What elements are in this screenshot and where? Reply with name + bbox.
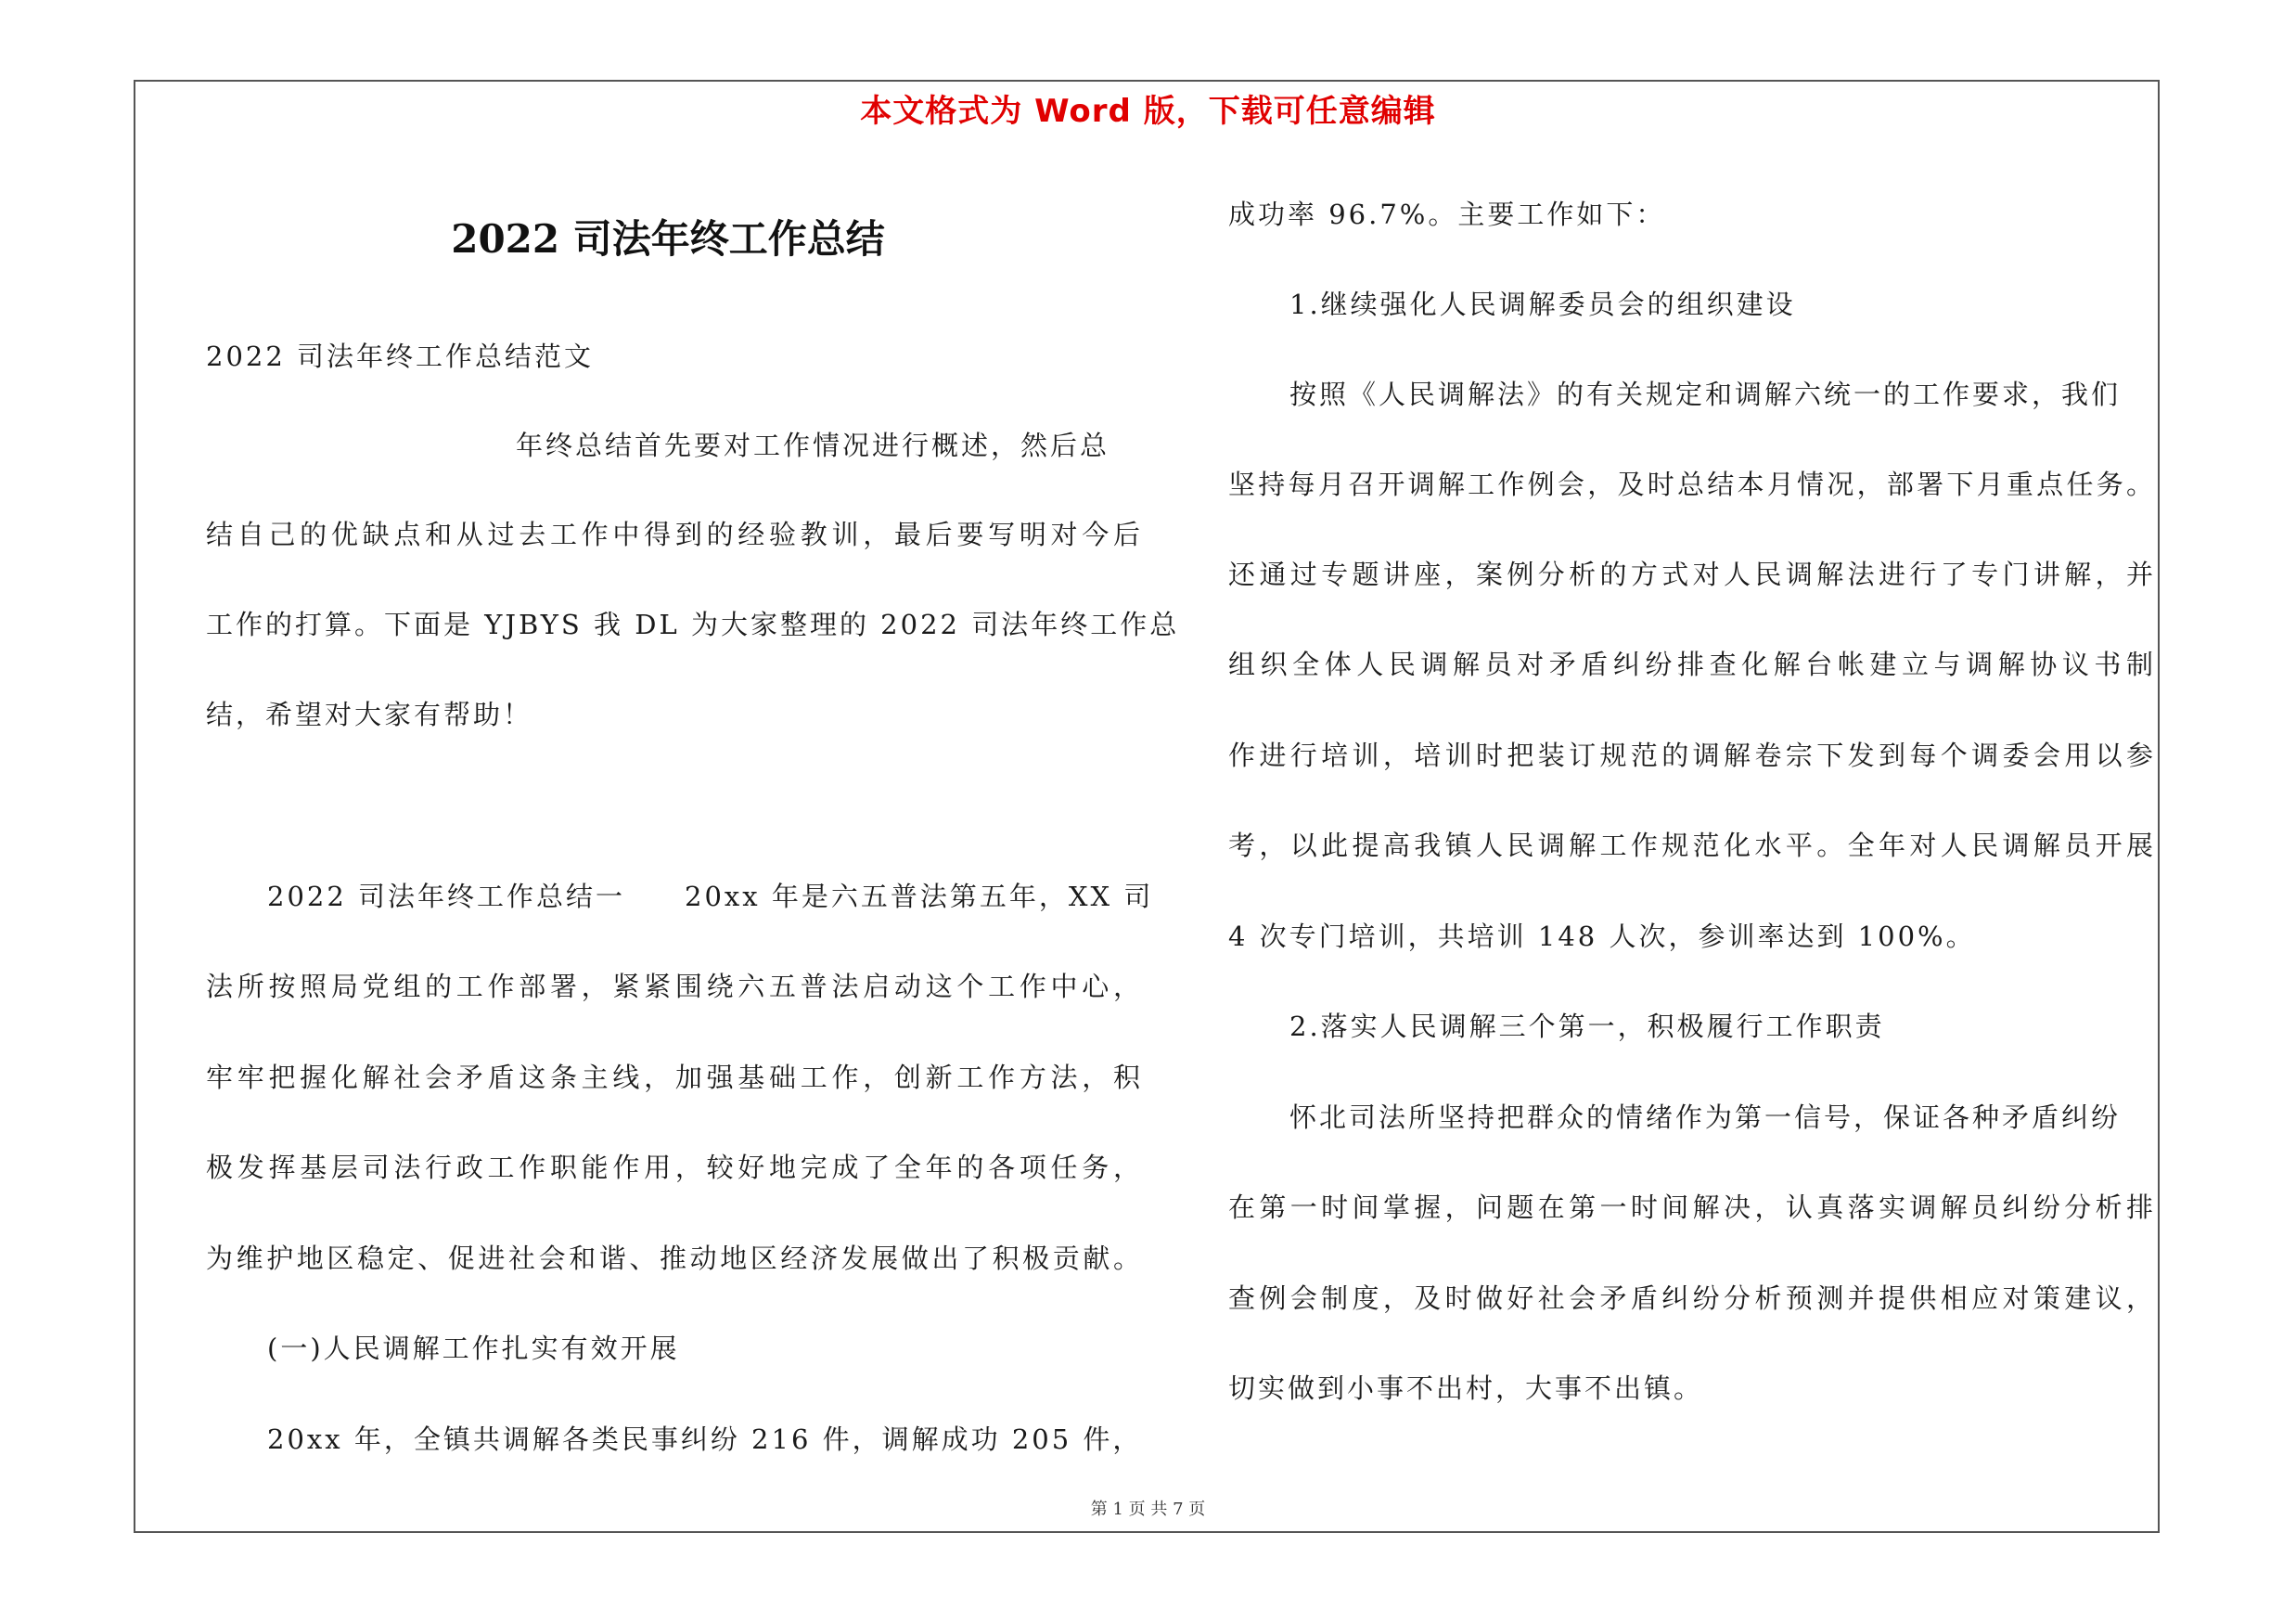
paragraph-line: 结自己的优缺点和从过去工作中得到的经验教训，最后要写明对今后 [206, 519, 1143, 550]
paragraph-line: 工作的打算。下面是 YJBYS 我 DL 为大家整理的 2022 司法年终工作总 [206, 609, 1180, 640]
paragraph-line: 年终总结首先要对工作情况进行概述，然后总 [516, 430, 1110, 461]
paragraph-line: 极发挥基层司法行政工作职能作用，较好地完成了全年的各项任务， [206, 1152, 1143, 1183]
paragraph-line: 法所按照局党组的工作部署，紧紧围绕六五普法启动这个工作中心， [206, 971, 1143, 1002]
paragraph-line: 4 次专门培训，共培训 148 人次，参训率达到 100%。 [1228, 921, 1976, 952]
paragraph-line: 组织全体人民调解员对矛盾纠纷排查化解台帐建立与调解协议书制 [1228, 649, 2156, 680]
page-number-footer: 第 1 页 共 7 页 [1090, 1500, 1206, 1519]
paragraph-line: 在第一时间掌握，问题在第一时间解决，认真落实调解员纠纷分析排 [1228, 1191, 2156, 1223]
paragraph-line: 坚持每月召开调解工作例会，及时总结本月情况，部署下月重点任务。 [1228, 469, 2156, 500]
paragraph-line: 20xx 年，全镇共调解各类民事纠纷 216 件，调解成功 205 件， [267, 1423, 1143, 1455]
format-banner: 本文格式为 Word 版，下载可任意编辑 [860, 93, 1436, 130]
paragraph-line: 还通过专题讲座，案例分析的方式对人民调解法进行了专门讲解，并 [1228, 559, 2156, 590]
paragraph-line: 作进行培训，培训时把装订规范的调解卷宗下发到每个调委会用以参 [1228, 740, 2156, 771]
paragraph-line: 为维护地区稳定、促进社会和谐、推动地区经济发展做出了积极贡献。 [206, 1243, 1143, 1274]
paragraph-line: 查例会制度，及时做好社会矛盾纠纷分析预测并提供相应对策建议， [1228, 1282, 2156, 1314]
paragraph-line: 怀北司法所坚持把群众的情绪作为第一信号，保证各种矛盾纠纷 [1289, 1101, 2122, 1133]
paragraph-line: 牢牢把握化解社会矛盾这条主线，加强基础工作，创新工作方法，积 [206, 1062, 1143, 1093]
section-heading: (一)人民调解工作扎实有效开展 [267, 1333, 680, 1364]
document-title: 2022 司法年终工作总结 [451, 216, 885, 262]
paragraph-line: 切实做到小事不出村，大事不出镇。 [1228, 1372, 1704, 1404]
paragraph-line: 结，希望对大家有帮助！ [206, 699, 533, 730]
section-heading: 1.继续强化人民调解委员会的组织建设 [1289, 289, 1796, 320]
paragraph-line: 考，以此提高我镇人民调解工作规范化水平。全年对人民调解员开展 [1228, 830, 2156, 861]
paragraph-line: 成功率 96.7%。主要工作如下： [1228, 199, 1666, 230]
subtitle-line: 2022 司法年终工作总结范文 [206, 341, 595, 372]
section-heading: 2.落实人民调解三个第一，积极履行工作职责 [1289, 1011, 1885, 1042]
paragraph-line: 2022 司法年终工作总结一 20xx 年是六五普法第五年，XX 司 [267, 881, 1154, 912]
paragraph-line: 按照《人民调解法》的有关规定和调解六统一的工作要求，我们 [1289, 379, 2122, 410]
